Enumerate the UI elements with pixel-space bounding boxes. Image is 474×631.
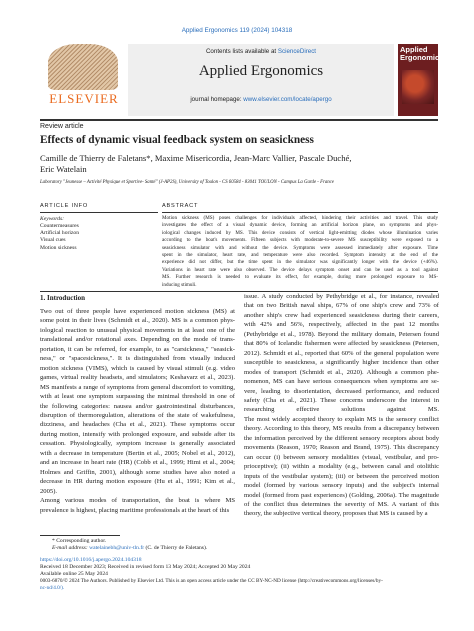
body-line: issue. A study conducted by Pethybridge et al., for instance, revealed bbox=[244, 293, 439, 300]
body-line: decrease in HR during motion exposure (Hu et al., 1991; Kim et al., bbox=[40, 478, 235, 486]
keywords-label: Keywords: bbox=[40, 216, 65, 222]
body-line: Two out of three people have experienced motion sickness (MS) at bbox=[40, 308, 235, 315]
body-left-column bbox=[40, 307, 235, 515]
body-line: and an increase in heart rate (HR) (Cobb et al., 1999; Himi et al., 2004; bbox=[40, 459, 235, 467]
body-line: iological reaction to unusual physical movements in at least one of the bbox=[40, 326, 235, 334]
available-online: Available online 25 May 2024 bbox=[40, 571, 108, 577]
body-line: Among various modes of transportation, the boat is where MS bbox=[40, 497, 235, 505]
body-line: games, virtual reality headsets, and simulators; Keshavarz et al., 2023). bbox=[40, 374, 235, 382]
authors-line-1: Camille de Thierry de Faletans*, Maxime Misericordia, Jean-Marc Vallier, Pascale Duché, bbox=[40, 153, 352, 163]
elsevier-logo bbox=[40, 44, 128, 106]
journal-cover-image bbox=[398, 44, 444, 116]
abstract-line: inducing stimuli. bbox=[162, 281, 197, 288]
abstract-line: MS. Further research is needed to evaluate its effect, for example, during more prolonged exposure to MS- bbox=[162, 274, 438, 281]
contents-line bbox=[128, 48, 394, 55]
body-line: disruption of thermoregulation, alterations of the state of wakefulness, bbox=[40, 411, 235, 419]
authors-line-2: Eric Watelain bbox=[40, 164, 87, 174]
email-line bbox=[52, 545, 207, 551]
abstract-heading: ABSTRACT bbox=[162, 203, 199, 209]
body-line: movements (Reason, 1970; Reason and Brand, 1975). This discrepancy bbox=[244, 444, 439, 452]
keywords-list bbox=[40, 223, 79, 252]
body-line: another ship's crew had experienced seasickness during their careers, bbox=[244, 311, 439, 319]
abstract-line: iological changes induced by MS. This device consists of vertical light-emitting diodes whose illumination varies bbox=[162, 229, 438, 236]
body-line: nomenon, MS can have serious consequences when symptoms are se- bbox=[244, 378, 439, 386]
body-line: 2005). bbox=[40, 487, 58, 495]
body-line: with at least one symptom surpassing the minimal threshold in one of bbox=[40, 393, 235, 401]
body-line: that on two British naval ships, 67% of one ship's crew and 73% of bbox=[244, 302, 439, 310]
abstract-line: seasickness simulator with and without the device. Symptoms were assessed immediately after exposure. Time bbox=[162, 244, 438, 251]
article-info-heading: ARTICLE INFO bbox=[40, 203, 89, 209]
body-line: inputs of the vestibular system); (iii) or between the perceived motion bbox=[244, 472, 439, 480]
homepage-link[interactable]: www.elsevier.com/locate/apergo bbox=[243, 96, 332, 103]
article-info-rule bbox=[40, 212, 158, 213]
received-dates: Received 18 December 2023; Received in revised form 13 May 2024; Accepted 20 May 2024 bbox=[40, 564, 251, 570]
body-line: the information perceived by the different sensory receptors about body bbox=[244, 434, 439, 442]
cover-illustration bbox=[402, 70, 434, 104]
body-line: model (formed by various sensory inputs) and the subject's internal bbox=[244, 482, 439, 490]
body-line: Holmes and Griffin, 2001), although some studies have also noted a bbox=[40, 468, 235, 476]
body-line: portation, it can be referred, for example, to as "carsickness," "seasick- bbox=[40, 345, 235, 353]
body-line: some point in their lives (Schmidt et al., 2020). MS is a common phys- bbox=[40, 317, 235, 325]
keyword: Motion sickness bbox=[40, 244, 77, 251]
footnote-rule bbox=[40, 535, 120, 536]
journal-title: Applied Ergonomics bbox=[198, 63, 324, 79]
article-type: Review article bbox=[40, 123, 84, 130]
abstract-line: investigates the effect of a visual dynamic device, forming an artificial horizon plane, on symptoms and phys- bbox=[162, 222, 438, 229]
body-right-column bbox=[244, 292, 439, 519]
body-line: the following categories: nausea and/or gastrointestinal disturbances, bbox=[40, 402, 235, 410]
journal-citation[interactable]: Applied Ergonomics 119 (2024) 104318 bbox=[181, 27, 293, 34]
body-line: with a decrease in temperature (Bertin et al., 2005; Nobel et al., 2012), bbox=[40, 449, 235, 457]
body-line: The most widely accepted theory to explain MS is the sensory conflict bbox=[244, 415, 439, 423]
keyword: Artificial horizon bbox=[40, 230, 79, 237]
body-line: MS manifests a range of symptoms from general discomfort to vomiting, bbox=[40, 383, 235, 391]
body-line: that 80% of Icelandic fishermen were affected by seasickness (Petersen, bbox=[244, 340, 439, 348]
body-line: cessation. Physiologically, symptom increase is generally associated bbox=[40, 440, 235, 448]
body-line: model (formed from past experiences) (Golding, 2006a). The magnitude bbox=[244, 491, 439, 499]
body-line: researching effective solutions against MS. bbox=[244, 406, 439, 414]
body-line: motion sickness (VIMS), which is caused by visual stimuli (e.g. video bbox=[40, 364, 235, 372]
abstract-text bbox=[162, 215, 438, 289]
body-line: theory. According to this theory, MS results from a discrepancy between bbox=[244, 425, 439, 433]
license-line-2[interactable]: nc-nd/4.0/). bbox=[40, 585, 65, 591]
body-line: during motion, intensify with prolonged exposure, and subside after its bbox=[40, 430, 235, 438]
publisher-logo-text: ELSEVIER bbox=[49, 91, 119, 106]
homepage-line bbox=[128, 96, 394, 103]
abstract-line: Variations in heart rate were also observed. The device delays symptom onset and can be used as a tool against bbox=[162, 266, 438, 273]
body-line: vere, leading to disorientation, decreased performance, and reduced bbox=[244, 387, 439, 395]
body-line: dizziness, and headaches (Cha et al., 2021). These symptoms occur bbox=[40, 421, 235, 429]
license-line-1: 0003-6870/© 2024 The Authors. Published by Elsevier Ltd. This is an open access article under the CC BY-NC-ND license (http://creativecommons.org/licenses/by- bbox=[40, 578, 383, 584]
doi-link[interactable]: https://doi.org/10.1016/j.apergo.2024.104318 bbox=[40, 557, 142, 563]
section-heading: 1. Introduction bbox=[40, 294, 85, 302]
email-link[interactable]: watelainebh@univ-tln.fr bbox=[89, 545, 145, 551]
body-line: 2012). Schmidt et al., reported that 60% of the general population were bbox=[244, 349, 439, 357]
body-line: translational and/or rotational axes. Depending on the mode of trans- bbox=[40, 336, 235, 344]
abstract-rule bbox=[162, 212, 438, 213]
body-line: safety (Cha et al., 2021). These concerns underscore the interest in bbox=[244, 396, 439, 404]
homepage-prefix: journal homepage: bbox=[190, 96, 244, 103]
abstract-line: experience did not differ, but the time spent in the simulator was significantly longer with the device (+46%). bbox=[162, 259, 438, 266]
contents-prefix: Contents lists available at bbox=[205, 48, 278, 55]
body-line: with 42% and 56%, respectively, affected in the past 12 months bbox=[244, 321, 439, 329]
cover-title: Applied Ergonomics bbox=[400, 45, 444, 62]
body-line: can occur (i) between sensory modalities (visual, vestibular, and pro- bbox=[244, 453, 439, 461]
elsevier-tree-icon bbox=[48, 44, 118, 90]
keyword: Countermeasures bbox=[40, 223, 79, 229]
keyword: Visual cues bbox=[40, 237, 66, 244]
body-line: modes of transport (Schmidt et al., 2020). Although a common phe- bbox=[244, 368, 439, 376]
email-suffix: (C. de Thierry de Faletans). bbox=[144, 545, 208, 551]
affiliation: Laboratory "Jeunesse – Activité Physique et Sportive- Santé" (J-AP2S), University of Toulon - CS 60584 - 83041 TOULON - Campus La Garde - France bbox=[40, 180, 334, 185]
abstract-line: Motion sickness (MS) poses challenges for individuals affected, hindering their activities and travel. This study bbox=[162, 215, 438, 221]
body-line: theory, the subjective vertical theory, proposes that MS is caused by a bbox=[244, 510, 428, 518]
article-title: Effects of dynamic visual feedback system on seasickness bbox=[40, 134, 314, 146]
header-rule bbox=[40, 119, 438, 121]
body-line: ness," or "spacesickness,". It is distinguished from visually induced bbox=[40, 355, 235, 363]
corresponding-author: * Corresponding author. bbox=[52, 538, 107, 544]
body-line: of the conflict thus determines the severity of MS. A variant of this bbox=[244, 500, 439, 508]
sciencedirect-link[interactable]: ScienceDirect bbox=[277, 48, 317, 55]
email-label: E-mail address: bbox=[52, 545, 90, 551]
body-line: prioceptive); (ii) within a modality (e.g., between canal and otolithic bbox=[244, 463, 439, 471]
abstract-line: according to the boat's movements. Fifteen subjects with moderate-to-severe MS susceptibility were exposed to a bbox=[162, 237, 438, 244]
body-line: susceptible to seasickness, a significantly higher incidence than other bbox=[244, 359, 439, 367]
journal-banner bbox=[128, 44, 394, 116]
abstract-line: spent in the simulator, heart rate, and temperature were also recorded. Symptom intensity at the end of the bbox=[162, 252, 438, 259]
body-line: prevalence is highest, placing maritime professionals at the heart of this bbox=[40, 506, 230, 514]
body-line: (Pethybridge et al., 1978). Beyond the military domain, Petersen found bbox=[244, 330, 439, 338]
